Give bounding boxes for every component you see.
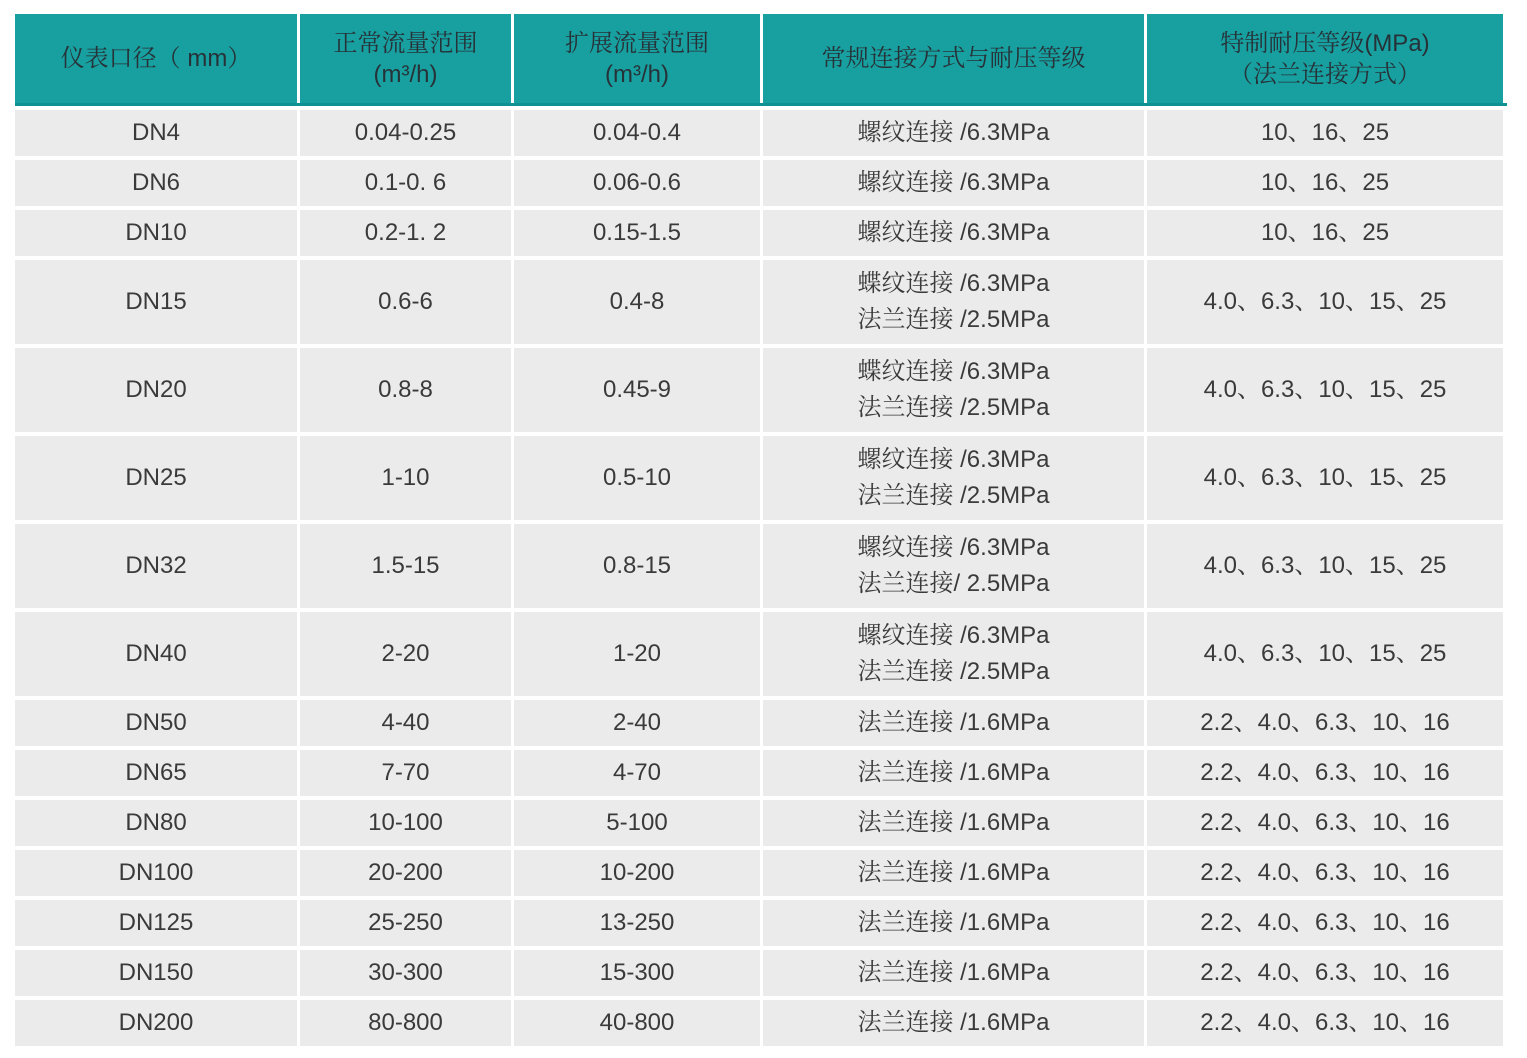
connection-cell xyxy=(763,210,1144,256)
normal-range-cell: 80-800 xyxy=(300,1000,511,1046)
column-header-special-pressure-rating xyxy=(1147,14,1503,103)
dn-size-cell: DN150 xyxy=(15,950,297,996)
connection-line: 法兰连接 /2.5MPa xyxy=(857,306,1050,333)
column-header-text: (m³/h) xyxy=(373,60,438,88)
extended-range-cell: 2-40 xyxy=(514,700,760,746)
extended-range-cell: 1-20 xyxy=(514,612,760,696)
extended-range-cell: 0.06-0.6 xyxy=(514,160,760,206)
table-row-dn80 xyxy=(15,800,1507,846)
special-rating-cell: 4.0、6.3、10、15、25 xyxy=(1147,348,1503,432)
connection-cell xyxy=(763,850,1144,896)
normal-range-cell: 0.8-8 xyxy=(300,348,511,432)
normal-range-cell: 4-40 xyxy=(300,700,511,746)
dn-size-cell: DN200 xyxy=(15,1000,297,1046)
special-rating-cell: 2.2、4.0、6.3、10、16 xyxy=(1147,900,1503,946)
table-row-dn200 xyxy=(15,1000,1507,1046)
extended-range-cell: 0.45-9 xyxy=(514,348,760,432)
table-row-dn20 xyxy=(15,348,1507,432)
table-body xyxy=(15,110,1507,1046)
connection-cell xyxy=(763,950,1144,996)
connection-line: 法兰连接 /1.6MPa xyxy=(857,709,1050,736)
extended-range-cell: 13-250 xyxy=(514,900,760,946)
connection-cell xyxy=(763,1000,1144,1046)
special-rating-cell: 2.2、4.0、6.3、10、16 xyxy=(1147,950,1503,996)
connection-line: 蝶纹连接 /6.3MPa xyxy=(857,270,1050,297)
dn-size-cell: DN80 xyxy=(15,800,297,846)
dn-size-cell: DN25 xyxy=(15,436,297,520)
special-rating-cell: 4.0、6.3、10、15、25 xyxy=(1147,612,1503,696)
special-rating-cell: 4.0、6.3、10、15、25 xyxy=(1147,524,1503,608)
column-header-text: 常规连接方式与耐压等级 xyxy=(821,45,1086,72)
column-header-text: 特制耐压等级(MPa) xyxy=(1220,29,1430,57)
extended-range-cell: 15-300 xyxy=(514,950,760,996)
column-header-text: 仪表口径（ mm） xyxy=(60,45,252,72)
special-rating-cell: 4.0、6.3、10、15、25 xyxy=(1147,436,1503,520)
dn-size-cell: DN50 xyxy=(15,700,297,746)
connection-cell xyxy=(763,160,1144,206)
dn-size-cell: DN100 xyxy=(15,850,297,896)
normal-range-cell: 25-250 xyxy=(300,900,511,946)
special-rating-cell: 2.2、4.0、6.3、10、16 xyxy=(1147,750,1503,796)
connection-line: 螺纹连接 /6.3MPa xyxy=(857,219,1050,246)
extended-range-cell: 5-100 xyxy=(514,800,760,846)
special-rating-cell: 2.2、4.0、6.3、10、16 xyxy=(1147,850,1503,896)
connection-cell xyxy=(763,900,1144,946)
connection-line: 法兰连接/ 2.5MPa xyxy=(857,570,1050,597)
dn-size-cell: DN4 xyxy=(15,110,297,156)
connection-line: 法兰连接 /1.6MPa xyxy=(857,959,1050,986)
dn-size-cell: DN6 xyxy=(15,160,297,206)
normal-range-cell: 1-10 xyxy=(300,436,511,520)
column-header-connection-pressure xyxy=(763,14,1144,103)
connection-line: 法兰连接 /1.6MPa xyxy=(857,859,1050,886)
connection-line: 螺纹连接 /6.3MPa xyxy=(857,446,1050,473)
dn-size-cell: DN40 xyxy=(15,612,297,696)
normal-range-cell: 30-300 xyxy=(300,950,511,996)
extended-range-cell: 10-200 xyxy=(514,850,760,896)
table-row-dn100 xyxy=(15,850,1507,896)
dn-size-cell: DN10 xyxy=(15,210,297,256)
connection-line: 法兰连接 /2.5MPa xyxy=(857,658,1050,685)
connection-cell xyxy=(763,436,1144,520)
table-row-dn32 xyxy=(15,524,1507,608)
dn-size-cell: DN15 xyxy=(15,260,297,344)
flowmeter-spec-table xyxy=(15,14,1507,1050)
table-row-dn4 xyxy=(15,110,1507,156)
special-rating-cell: 2.2、4.0、6.3、10、16 xyxy=(1147,1000,1503,1046)
connection-cell xyxy=(763,110,1144,156)
extended-range-cell: 0.8-15 xyxy=(514,524,760,608)
column-header-meter-diameter xyxy=(15,14,297,103)
connection-line: 蝶纹连接 /6.3MPa xyxy=(857,358,1050,385)
table-row-dn6 xyxy=(15,160,1507,206)
extended-range-cell: 0.15-1.5 xyxy=(514,210,760,256)
connection-cell xyxy=(763,800,1144,846)
connection-line: 螺纹连接 /6.3MPa xyxy=(857,169,1050,196)
connection-cell xyxy=(763,750,1144,796)
special-rating-cell: 10、16、25 xyxy=(1147,110,1503,156)
normal-range-cell: 7-70 xyxy=(300,750,511,796)
special-rating-cell: 2.2、4.0、6.3、10、16 xyxy=(1147,800,1503,846)
normal-range-cell: 0.2-1. 2 xyxy=(300,210,511,256)
special-rating-cell: 4.0、6.3、10、15、25 xyxy=(1147,260,1503,344)
column-header-text: （法兰连接方式） xyxy=(1229,60,1421,88)
connection-line: 法兰连接 /1.6MPa xyxy=(857,1009,1050,1036)
normal-range-cell: 20-200 xyxy=(300,850,511,896)
column-header-text: 扩展流量范围 xyxy=(565,29,709,57)
table-row-dn150 xyxy=(15,950,1507,996)
connection-line: 螺纹连接 /6.3MPa xyxy=(857,534,1050,561)
normal-range-cell: 1.5-15 xyxy=(300,524,511,608)
connection-line: 法兰连接 /1.6MPa xyxy=(857,809,1050,836)
connection-line: 螺纹连接 /6.3MPa xyxy=(857,622,1050,649)
dn-size-cell: DN20 xyxy=(15,348,297,432)
normal-range-cell: 0.6-6 xyxy=(300,260,511,344)
table-row-dn125 xyxy=(15,900,1507,946)
table-row-dn15 xyxy=(15,260,1507,344)
connection-line: 法兰连接 /1.6MPa xyxy=(857,909,1050,936)
table-row-dn10 xyxy=(15,210,1507,256)
connection-line: 法兰连接 /2.5MPa xyxy=(857,482,1050,509)
connection-cell xyxy=(763,348,1144,432)
extended-range-cell: 0.4-8 xyxy=(514,260,760,344)
extended-range-cell: 0.04-0.4 xyxy=(514,110,760,156)
connection-cell xyxy=(763,700,1144,746)
table-row-dn65 xyxy=(15,750,1507,796)
dn-size-cell: DN65 xyxy=(15,750,297,796)
table-row-dn50 xyxy=(15,700,1507,746)
table-row-dn40 xyxy=(15,612,1507,696)
extended-range-cell: 40-800 xyxy=(514,1000,760,1046)
special-rating-cell: 10、16、25 xyxy=(1147,210,1503,256)
connection-cell xyxy=(763,612,1144,696)
dn-size-cell: DN125 xyxy=(15,900,297,946)
special-rating-cell: 10、16、25 xyxy=(1147,160,1503,206)
column-header-text: 正常流量范围 xyxy=(333,29,478,57)
connection-cell xyxy=(763,524,1144,608)
normal-range-cell: 2-20 xyxy=(300,612,511,696)
table-row-dn25 xyxy=(15,436,1507,520)
connection-line: 螺纹连接 /6.3MPa xyxy=(857,119,1050,146)
connection-line: 法兰连接 /1.6MPa xyxy=(857,759,1050,786)
normal-range-cell: 0.1-0. 6 xyxy=(300,160,511,206)
special-rating-cell: 2.2、4.0、6.3、10、16 xyxy=(1147,700,1503,746)
connection-cell xyxy=(763,260,1144,344)
column-header-normal-flow-range xyxy=(300,14,511,103)
extended-range-cell: 0.5-10 xyxy=(514,436,760,520)
table-header-row xyxy=(15,14,1507,106)
dn-size-cell: DN32 xyxy=(15,524,297,608)
connection-line: 法兰连接 /2.5MPa xyxy=(857,394,1050,421)
column-header-text: (m³/h) xyxy=(605,60,669,88)
column-header-extended-flow-range xyxy=(514,14,760,103)
normal-range-cell: 10-100 xyxy=(300,800,511,846)
normal-range-cell: 0.04-0.25 xyxy=(300,110,511,156)
extended-range-cell: 4-70 xyxy=(514,750,760,796)
